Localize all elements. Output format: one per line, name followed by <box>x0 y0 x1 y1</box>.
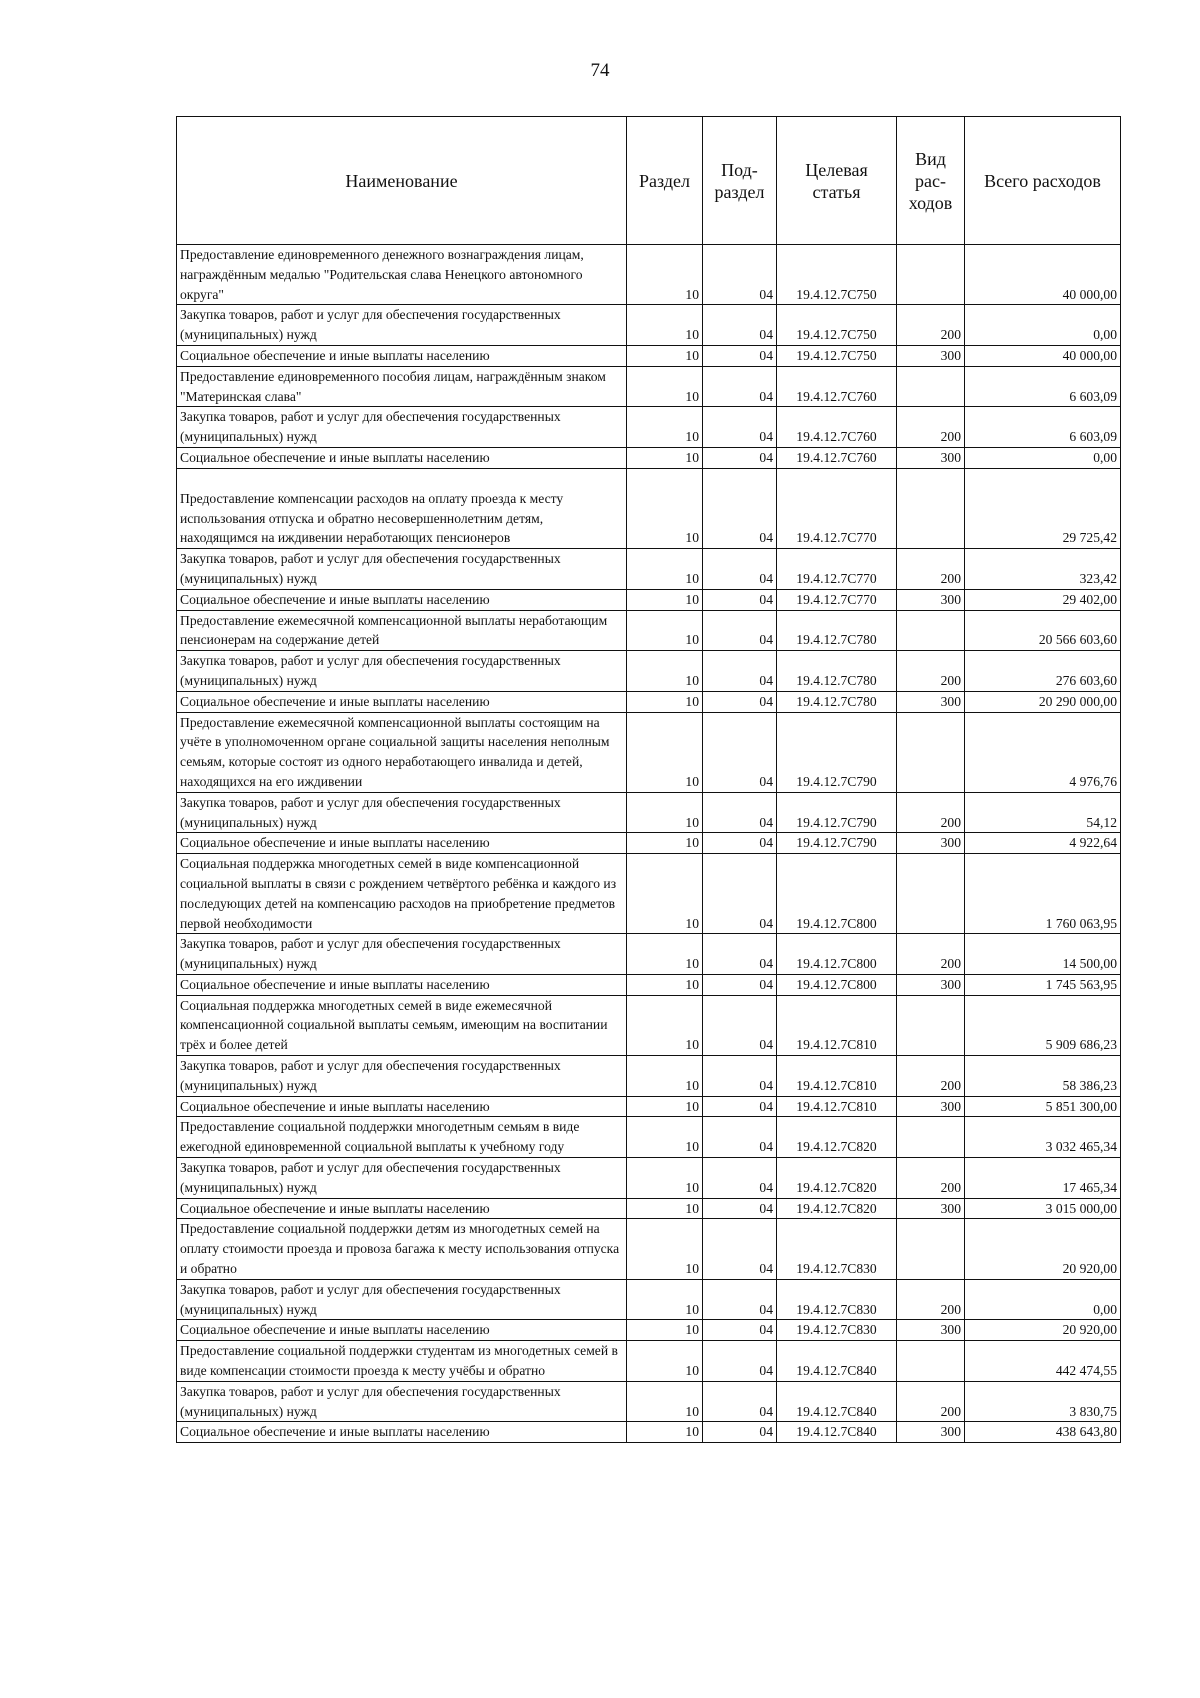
row-target-article: 19.4.12.7С780 <box>777 651 897 692</box>
row-total: 1 760 063,95 <box>965 854 1121 934</box>
row-target-article: 19.4.12.7С770 <box>777 549 897 590</box>
budget-table <box>176 116 1121 1443</box>
row-name: Закупка товаров, работ и услуг для обеспечения государственных (муниципальных) нужд <box>177 792 627 833</box>
table-row <box>177 1320 1121 1341</box>
row-section: 10 <box>627 589 703 610</box>
row-expense-type <box>897 468 965 548</box>
row-name: Социальное обеспечение и иные выплаты населению <box>177 1198 627 1219</box>
table-row <box>177 1056 1121 1097</box>
table-header-row <box>177 117 1121 245</box>
row-expense-type: 200 <box>897 549 965 590</box>
header-subsection: Под- раздел <box>703 117 777 245</box>
table-row <box>177 1422 1121 1443</box>
row-total: 29 725,42 <box>965 468 1121 548</box>
row-name: Закупка товаров, работ и услуг для обеспечения государственных (муниципальных) нужд <box>177 651 627 692</box>
row-section: 10 <box>627 245 703 305</box>
row-total: 5 909 686,23 <box>965 995 1121 1055</box>
row-target-article: 19.4.12.7С810 <box>777 1056 897 1097</box>
table-row <box>177 610 1121 651</box>
row-target-article: 19.4.12.7С770 <box>777 589 897 610</box>
row-subsection: 04 <box>703 345 777 366</box>
table-row <box>177 934 1121 975</box>
row-expense-type <box>897 1117 965 1158</box>
row-total: 20 566 603,60 <box>965 610 1121 651</box>
row-section: 10 <box>627 1422 703 1443</box>
row-subsection: 04 <box>703 1096 777 1117</box>
row-target-article: 19.4.12.7С810 <box>777 995 897 1055</box>
row-name: Закупка товаров, работ и услуг для обеспечения государственных (муниципальных) нужд <box>177 549 627 590</box>
row-subsection: 04 <box>703 1381 777 1422</box>
row-target-article: 19.4.12.7С830 <box>777 1320 897 1341</box>
table-row <box>177 833 1121 854</box>
row-name: Закупка товаров, работ и услуг для обеспечения государственных (муниципальных) нужд <box>177 407 627 448</box>
row-expense-type <box>897 1341 965 1382</box>
row-total: 20 920,00 <box>965 1320 1121 1341</box>
row-expense-type <box>897 995 965 1055</box>
table-row <box>177 1096 1121 1117</box>
row-section: 10 <box>627 934 703 975</box>
table-row <box>177 691 1121 712</box>
row-subsection: 04 <box>703 1198 777 1219</box>
row-section: 10 <box>627 1096 703 1117</box>
row-target-article: 19.4.12.7С750 <box>777 305 897 346</box>
row-section: 10 <box>627 712 703 792</box>
table-row <box>177 447 1121 468</box>
row-subsection: 04 <box>703 651 777 692</box>
row-section: 10 <box>627 407 703 448</box>
row-subsection: 04 <box>703 549 777 590</box>
row-subsection: 04 <box>703 245 777 305</box>
row-expense-type: 300 <box>897 1096 965 1117</box>
row-target-article: 19.4.12.7С780 <box>777 610 897 651</box>
row-name: Предоставление ежемесячной компенсационной выплаты состоящим на учёте в уполномоченном органе социальной защиты населения неполным семьям, которые состоят из одного неработающего инвалида и детей, находящихся на его иждивении <box>177 712 627 792</box>
row-subsection: 04 <box>703 934 777 975</box>
table-row <box>177 1219 1121 1279</box>
row-total: 4 976,76 <box>965 712 1121 792</box>
row-target-article: 19.4.12.7С790 <box>777 792 897 833</box>
row-section: 10 <box>627 854 703 934</box>
row-name: Предоставление единовременного пособия лицам, награждённым знаком "Материнская слава" <box>177 366 627 407</box>
row-total: 20 920,00 <box>965 1219 1121 1279</box>
row-total: 14 500,00 <box>965 934 1121 975</box>
row-subsection: 04 <box>703 447 777 468</box>
row-name: Социальное обеспечение и иные выплаты населению <box>177 974 627 995</box>
table-row <box>177 468 1121 548</box>
row-name: Закупка товаров, работ и услуг для обеспечения государственных (муниципальных) нужд <box>177 1381 627 1422</box>
row-total: 323,42 <box>965 549 1121 590</box>
row-expense-type <box>897 245 965 305</box>
row-target-article: 19.4.12.7С760 <box>777 407 897 448</box>
table-row <box>177 1381 1121 1422</box>
row-subsection: 04 <box>703 468 777 548</box>
row-total: 6 603,09 <box>965 366 1121 407</box>
row-total: 0,00 <box>965 305 1121 346</box>
row-section: 10 <box>627 1381 703 1422</box>
table-row <box>177 549 1121 590</box>
table-row <box>177 1341 1121 1382</box>
row-expense-type: 300 <box>897 974 965 995</box>
row-total: 0,00 <box>965 1279 1121 1320</box>
row-target-article: 19.4.12.7С810 <box>777 1096 897 1117</box>
row-total: 0,00 <box>965 447 1121 468</box>
row-subsection: 04 <box>703 854 777 934</box>
row-expense-type: 300 <box>897 833 965 854</box>
header-name: Наименование <box>177 117 627 245</box>
table-row <box>177 974 1121 995</box>
row-subsection: 04 <box>703 1320 777 1341</box>
row-name: Социальное обеспечение и иные выплаты населению <box>177 589 627 610</box>
row-name: Социальная поддержка многодетных семей в виде компенсационной социальной выплаты в связи с рождением четвёртого ребёнка и каждого из последующих детей на компенсацию расходов на приобретение предметов первой необходимости <box>177 854 627 934</box>
row-section: 10 <box>627 691 703 712</box>
row-target-article: 19.4.12.7С840 <box>777 1341 897 1382</box>
row-target-article: 19.4.12.7С750 <box>777 345 897 366</box>
row-total: 438 643,80 <box>965 1422 1121 1443</box>
row-total: 54,12 <box>965 792 1121 833</box>
row-expense-type <box>897 1219 965 1279</box>
row-subsection: 04 <box>703 1422 777 1443</box>
row-expense-type: 300 <box>897 1198 965 1219</box>
row-section: 10 <box>627 1158 703 1199</box>
row-subsection: 04 <box>703 1341 777 1382</box>
row-name: Закупка товаров, работ и услуг для обеспечения государственных (муниципальных) нужд <box>177 1158 627 1199</box>
row-name: Закупка товаров, работ и услуг для обеспечения государственных (муниципальных) нужд <box>177 305 627 346</box>
row-expense-type: 300 <box>897 1422 965 1443</box>
row-total: 20 290 000,00 <box>965 691 1121 712</box>
row-expense-type <box>897 854 965 934</box>
row-target-article: 19.4.12.7С750 <box>777 245 897 305</box>
row-name: Закупка товаров, работ и услуг для обеспечения государственных (муниципальных) нужд <box>177 1056 627 1097</box>
row-target-article: 19.4.12.7С800 <box>777 854 897 934</box>
row-target-article: 19.4.12.7С760 <box>777 366 897 407</box>
row-section: 10 <box>627 345 703 366</box>
row-section: 10 <box>627 549 703 590</box>
row-expense-type: 300 <box>897 1320 965 1341</box>
header-expense-type: Вид рас- ходов <box>897 117 965 245</box>
row-name: Предоставление единовременного денежного вознаграждения лицам, награждённым медалью "Родительская слава Ненецкого автономного округа" <box>177 245 627 305</box>
row-target-article: 19.4.12.7С800 <box>777 974 897 995</box>
row-total: 3 830,75 <box>965 1381 1121 1422</box>
row-section: 10 <box>627 651 703 692</box>
row-name: Социальное обеспечение и иные выплаты населению <box>177 447 627 468</box>
row-subsection: 04 <box>703 305 777 346</box>
row-subsection: 04 <box>703 1219 777 1279</box>
row-name: Социальное обеспечение и иные выплаты населению <box>177 1320 627 1341</box>
row-subsection: 04 <box>703 712 777 792</box>
table-row <box>177 245 1121 305</box>
row-section: 10 <box>627 995 703 1055</box>
row-target-article: 19.4.12.7С820 <box>777 1117 897 1158</box>
table-row <box>177 345 1121 366</box>
row-subsection: 04 <box>703 1279 777 1320</box>
row-subsection: 04 <box>703 1158 777 1199</box>
row-subsection: 04 <box>703 792 777 833</box>
row-subsection: 04 <box>703 974 777 995</box>
row-name: Предоставление социальной поддержки многодетным семьям в виде ежегодной единовременной социальной выплаты к учебному году <box>177 1117 627 1158</box>
row-total: 5 851 300,00 <box>965 1096 1121 1117</box>
row-section: 10 <box>627 305 703 346</box>
row-target-article: 19.4.12.7С800 <box>777 934 897 975</box>
row-subsection: 04 <box>703 1056 777 1097</box>
row-total: 276 603,60 <box>965 651 1121 692</box>
row-total: 40 000,00 <box>965 245 1121 305</box>
row-total: 6 603,09 <box>965 407 1121 448</box>
row-target-article: 19.4.12.7С820 <box>777 1158 897 1199</box>
row-subsection: 04 <box>703 1117 777 1158</box>
row-name: Предоставление ежемесячной компенсационной выплаты неработающим пенсионерам на содержание детей <box>177 610 627 651</box>
row-subsection: 04 <box>703 589 777 610</box>
row-name: Закупка товаров, работ и услуг для обеспечения государственных (муниципальных) нужд <box>177 934 627 975</box>
row-target-article: 19.4.12.7С830 <box>777 1219 897 1279</box>
row-total: 29 402,00 <box>965 589 1121 610</box>
row-name: Социальная поддержка многодетных семей в виде ежемесячной компенсационной социальной выплаты семьям, имеющим на воспитании трёх и более детей <box>177 995 627 1055</box>
table-row <box>177 1158 1121 1199</box>
row-expense-type: 200 <box>897 1056 965 1097</box>
row-expense-type: 200 <box>897 934 965 975</box>
row-name: Социальное обеспечение и иные выплаты населению <box>177 1422 627 1443</box>
row-subsection: 04 <box>703 610 777 651</box>
row-section: 10 <box>627 792 703 833</box>
row-target-article: 19.4.12.7С790 <box>777 833 897 854</box>
table-row <box>177 712 1121 792</box>
row-expense-type: 300 <box>897 589 965 610</box>
row-section: 10 <box>627 447 703 468</box>
row-section: 10 <box>627 1320 703 1341</box>
table-row <box>177 589 1121 610</box>
row-name: Социальное обеспечение и иные выплаты населению <box>177 691 627 712</box>
row-expense-type: 200 <box>897 1158 965 1199</box>
row-name: Предоставление социальной поддержки детям из многодетных семей на оплату стоимости проезда и провоза багажа к месту использования отпуска и обратно <box>177 1219 627 1279</box>
row-total: 1 745 563,95 <box>965 974 1121 995</box>
row-target-article: 19.4.12.7С780 <box>777 691 897 712</box>
row-subsection: 04 <box>703 366 777 407</box>
row-total: 442 474,55 <box>965 1341 1121 1382</box>
table-row <box>177 854 1121 934</box>
row-expense-type: 300 <box>897 691 965 712</box>
table-row <box>177 1198 1121 1219</box>
table-row <box>177 366 1121 407</box>
row-section: 10 <box>627 610 703 651</box>
row-target-article: 19.4.12.7С790 <box>777 712 897 792</box>
table-row <box>177 305 1121 346</box>
row-total: 3 015 000,00 <box>965 1198 1121 1219</box>
row-expense-type: 200 <box>897 1279 965 1320</box>
row-section: 10 <box>627 1056 703 1097</box>
row-total: 58 386,23 <box>965 1056 1121 1097</box>
row-section: 10 <box>627 974 703 995</box>
header-target-article: Целевая статья <box>777 117 897 245</box>
table-row <box>177 995 1121 1055</box>
row-section: 10 <box>627 1219 703 1279</box>
table-row <box>177 792 1121 833</box>
row-name: Предоставление социальной поддержки студентам из многодетных семей в виде компенсации стоимости проезда к месту учёбы и обратно <box>177 1341 627 1382</box>
row-expense-type: 200 <box>897 407 965 448</box>
row-subsection: 04 <box>703 691 777 712</box>
row-target-article: 19.4.12.7С830 <box>777 1279 897 1320</box>
row-total: 17 465,34 <box>965 1158 1121 1199</box>
row-section: 10 <box>627 833 703 854</box>
row-expense-type: 300 <box>897 447 965 468</box>
row-name: Социальное обеспечение и иные выплаты населению <box>177 345 627 366</box>
row-total: 3 032 465,34 <box>965 1117 1121 1158</box>
row-expense-type: 200 <box>897 792 965 833</box>
row-target-article: 19.4.12.7С770 <box>777 468 897 548</box>
row-name: Предоставление компенсации расходов на оплату проезда к месту использования отпуска и обратно несовершеннолетним детям, находящимся на иждивении неработающих пенсионеров <box>177 468 627 548</box>
row-section: 10 <box>627 1279 703 1320</box>
header-section: Раздел <box>627 117 703 245</box>
row-expense-type <box>897 366 965 407</box>
table-row <box>177 651 1121 692</box>
row-expense-type: 200 <box>897 1381 965 1422</box>
row-subsection: 04 <box>703 833 777 854</box>
row-expense-type <box>897 712 965 792</box>
header-total-expenses: Всего расходов <box>965 117 1121 245</box>
row-target-article: 19.4.12.7С840 <box>777 1422 897 1443</box>
row-section: 10 <box>627 1198 703 1219</box>
row-total: 4 922,64 <box>965 833 1121 854</box>
row-target-article: 19.4.12.7С840 <box>777 1381 897 1422</box>
row-name: Социальное обеспечение и иные выплаты населению <box>177 833 627 854</box>
table-row <box>177 1279 1121 1320</box>
row-name: Социальное обеспечение и иные выплаты населению <box>177 1096 627 1117</box>
table-row <box>177 1117 1121 1158</box>
row-subsection: 04 <box>703 995 777 1055</box>
row-section: 10 <box>627 1117 703 1158</box>
row-section: 10 <box>627 1341 703 1382</box>
row-total: 40 000,00 <box>965 345 1121 366</box>
row-subsection: 04 <box>703 407 777 448</box>
row-target-article: 19.4.12.7С760 <box>777 447 897 468</box>
row-section: 10 <box>627 366 703 407</box>
table-row <box>177 407 1121 448</box>
row-name: Закупка товаров, работ и услуг для обеспечения государственных (муниципальных) нужд <box>177 1279 627 1320</box>
row-expense-type: 200 <box>897 651 965 692</box>
row-target-article: 19.4.12.7С820 <box>777 1198 897 1219</box>
row-expense-type: 300 <box>897 345 965 366</box>
row-section: 10 <box>627 468 703 548</box>
page-number: 74 <box>590 60 610 81</box>
row-expense-type: 200 <box>897 305 965 346</box>
row-expense-type <box>897 610 965 651</box>
